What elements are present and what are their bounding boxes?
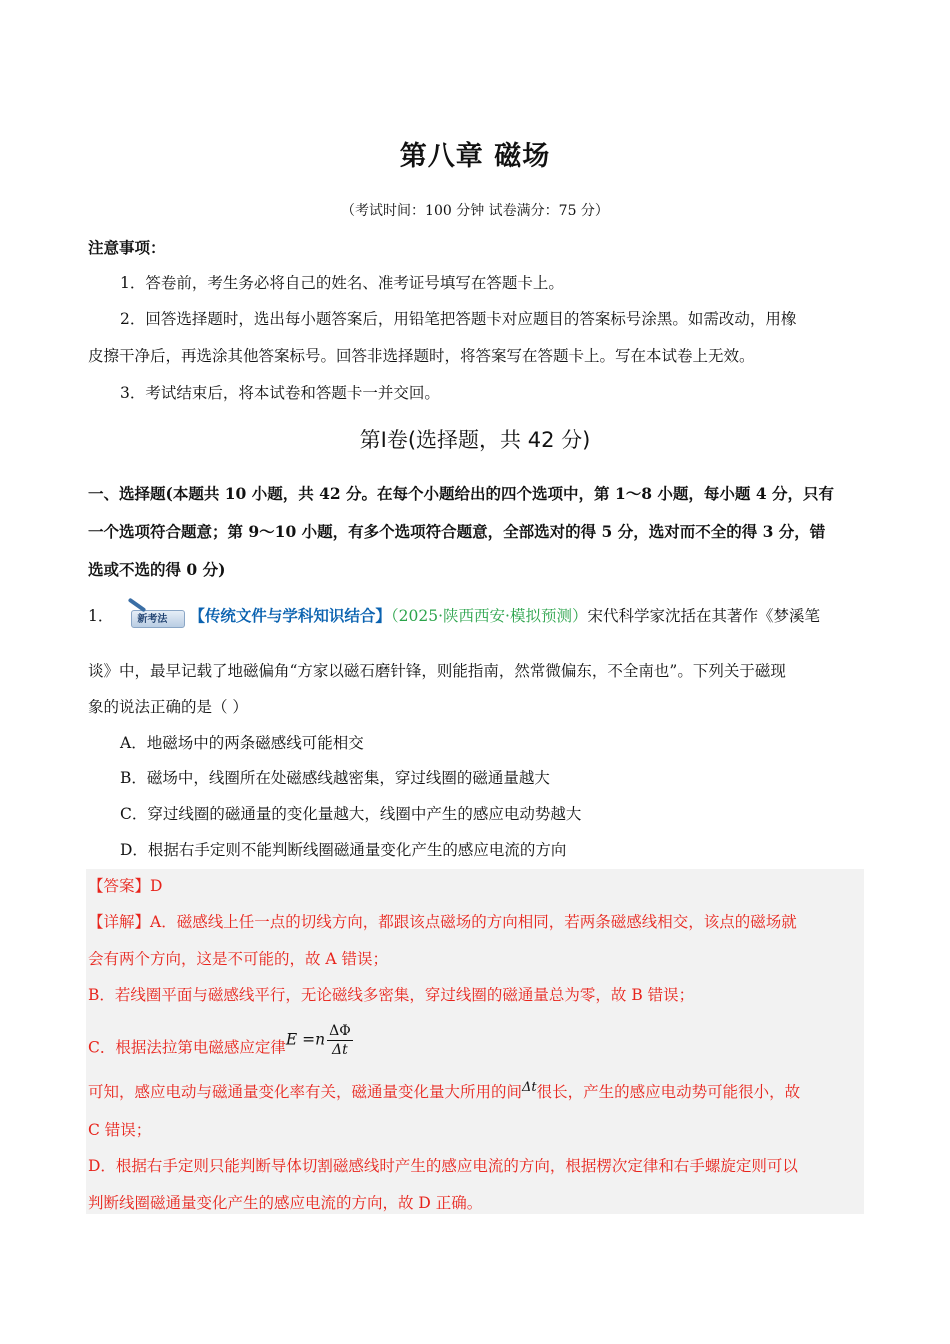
notice-item-3: 3．考试结束后，将本试卷和答题卡一并交回。 <box>120 384 440 402</box>
detail-c-prefix: C．根据法拉第电磁感应定律 <box>88 1038 286 1057</box>
option-c: C．穿过线圈的磁通量的变化量越大，线圈中产生的感应电动势越大 <box>120 805 582 823</box>
notice-item-2-line-1: 2．回答选择题时，选出每小题答案后，用铅笔把答题卡对应题目的答案标号涂黑。如需改动，用橡 <box>120 310 797 328</box>
exam-info: （考试时间：100 分钟 试卷满分：75 分） <box>341 203 609 219</box>
page-title: 第八章 磁场 <box>399 141 551 172</box>
faraday-formula: E =n $\frac{\Delta\Phi}{\Delta t}$ <box>285 1023 351 1058</box>
section-title: 第Ⅰ卷(选择题，共 42 分) <box>359 428 591 452</box>
notice-item-1: 1．答卷前，考生务必将自己的姓名、准考证号填写在答题卡上。 <box>120 274 564 292</box>
option-a: A．地磁场中的两条磁感线可能相交 <box>120 734 364 752</box>
question-stem-line-2: 谈》中，最早记载了地磁偏角“方家以磁石磨针锋，则能指南，然常微偏东，不全南也”。下列关于磁现 <box>88 662 786 680</box>
detail-b: B．若线圈平面与磁感线平行，无论磁线多密集，穿过线圈的磁通量总为零，故 B 错误； <box>88 986 695 1004</box>
question-1-header <box>88 604 866 628</box>
question-number: 1． <box>88 607 114 625</box>
notice-item-2-line-2: 皮擦干净后，再选涂其他答案标号。回答非选择题时，将答案写在答题卡上。写在本试卷上无效。 <box>88 347 755 365</box>
question-source: （2025·陕西西安·模拟预测） <box>390 607 588 625</box>
option-d: D．根据右手定则不能判断线圈磁通量变化产生的感应电流的方向 <box>120 841 567 859</box>
delta-t-symbol: Δt <box>522 1080 537 1095</box>
detail-d-line-2: 判断线圈磁通量变化产生的感应电流的方向，故 D 正确。 <box>88 1194 483 1212</box>
new-method-badge-icon: 新考法 <box>131 606 183 628</box>
detail-c <box>88 1023 866 1067</box>
detail-line-2: 会有两个方向，这是不可能的，故 A 错误； <box>88 950 389 968</box>
option-b: B．磁场中，线圈所在处磁感线越密集，穿过线圈的磁通量越大 <box>120 769 550 787</box>
detail-d-line-1: D．根据右手定则只能判断导体切割磁感线时产生的感应电流的方向，根据楞次定律和右手螺旋定则可以 <box>88 1157 798 1175</box>
answer-label: 【答案】D <box>88 877 163 895</box>
detail-line-1: 【详解】A．磁感线上任一点的切线方向，都跟该点磁场的方向相同，若两条磁感线相交，该点的磁场就 <box>88 913 797 931</box>
question-stem-line-1: 宋代科学家沈括在其著作《梦溪笔 <box>587 607 820 625</box>
notice-heading: 注意事项： <box>88 238 166 257</box>
part-one-instructions-line-1: 一、选择题(本题共 10 小题，共 42 分。在每个小题给出的四个选项中，第 1～8 小题，每小题 4 分，只有 <box>88 484 835 503</box>
detail-c-line-2: 可知，感应电动与磁通量变化率有关，磁通量变化量大所用的间$^{\Delta t}$很长，产生的感应电动势可能很小，故 <box>88 1080 801 1101</box>
question-tag: 【传统文件与学科知识结合】 <box>189 606 391 625</box>
part-one-instructions-line-3: 选或不选的得 0 分) <box>88 560 226 579</box>
part-one-instructions-line-2: 一个选项符合题意；第 9～10 小题，有多个选项符合题意，全部选对的得 5 分，选对而不全的得 3 分，错 <box>88 522 826 541</box>
question-stem-line-3: 象的说法正确的是（ ） <box>88 698 248 716</box>
detail-c-line-3: C 错误； <box>88 1121 152 1139</box>
